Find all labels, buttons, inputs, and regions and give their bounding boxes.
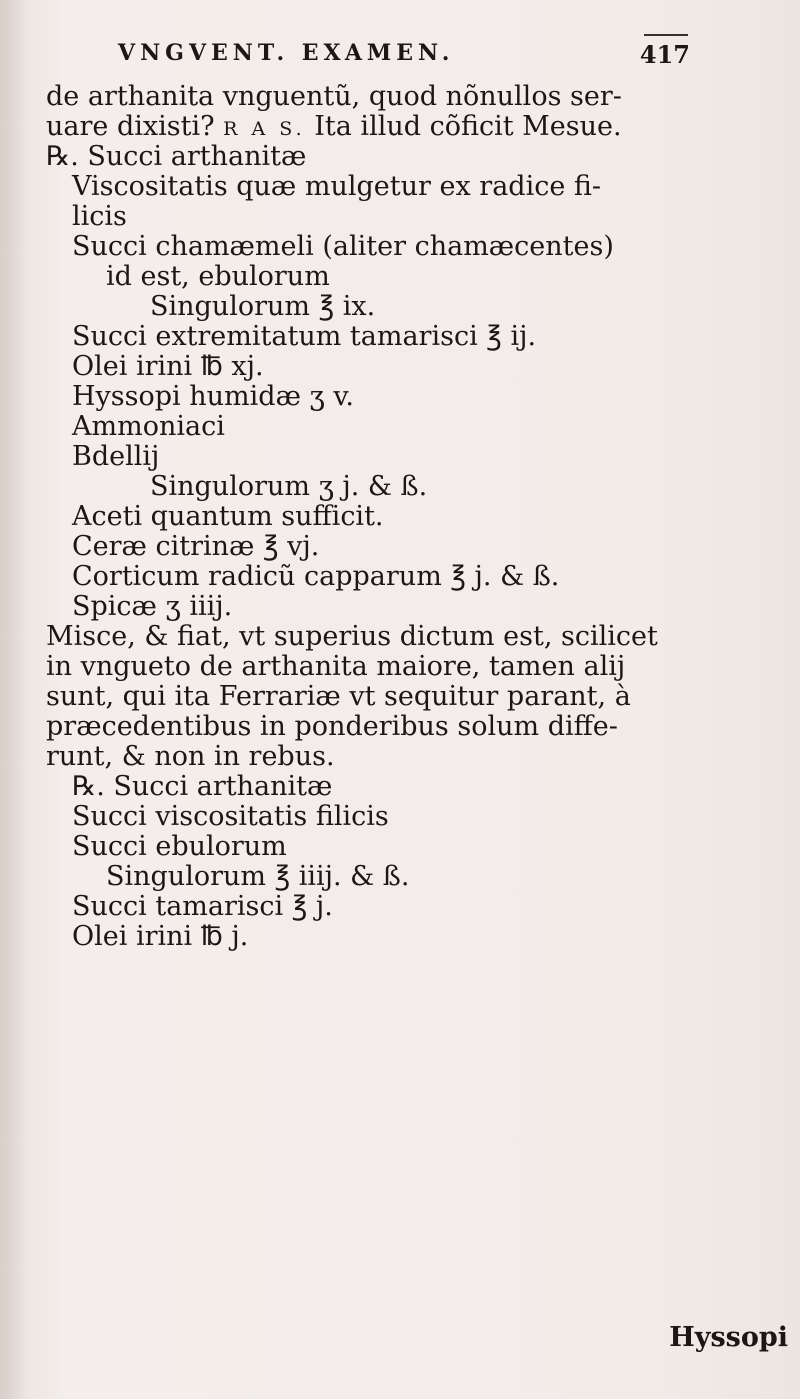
ingredient-line: Viscositatis quæ mulgetur ex radice fi-	[72, 171, 602, 202]
page-gutter-shadow	[0, 0, 28, 1399]
body-text	[46, 82, 786, 952]
ingredient-line: id est, ebulorum	[106, 261, 330, 292]
text-line: præcedentibus in ponderibus solum diffe-	[46, 711, 618, 742]
ingredient: Succi arthanitæ	[113, 771, 333, 802]
text-line: de arthanita vnguentũ, quod nõnullos ser-	[46, 81, 622, 112]
header-rule	[644, 34, 688, 36]
ingredient: Succi arthanitæ	[87, 141, 307, 172]
text-line-part: uare dixisti?	[46, 111, 215, 142]
ingredient-line: Succi viscositatis filicis	[72, 801, 389, 832]
text-line: in vngueto de arthanita maiore, tamen alij	[46, 651, 626, 682]
ingredient-line: Succi tamarisci ℥ j.	[72, 891, 333, 922]
recipe-line	[46, 142, 786, 172]
ingredient-line: Ammoniaci	[72, 411, 225, 442]
ingredient-line: Olei irini ℔ xj.	[72, 351, 264, 382]
quantity-line: Singulorum ℥ iiij. & ß.	[106, 861, 410, 892]
ingredient-line: licis	[72, 201, 127, 232]
text-line-part: Ita illud cõficit Mesue.	[314, 111, 622, 142]
recipe-mark: ℞.	[46, 141, 79, 172]
ingredient-line: Succi chamæmeli (aliter chamæcentes)	[72, 231, 614, 262]
quantity-line: Singulorum ℥ ix.	[150, 291, 376, 322]
running-title: VNGVENT. EXAMEN.	[118, 40, 455, 66]
catchword: Hyssopi	[669, 1322, 788, 1353]
page-header	[118, 40, 690, 80]
recipe-line	[46, 772, 786, 802]
ingredient-line: Succi ebulorum	[72, 831, 287, 862]
ingredient-line: Aceti quantum sufficit.	[72, 501, 384, 532]
ingredient-line: Hyssopi humidæ ʒ v.	[72, 381, 354, 412]
page-number: 417	[639, 40, 690, 69]
quantity-line: Singulorum ʒ j. & ß.	[150, 471, 428, 502]
ingredient-line: Olei irini ℔ j.	[72, 921, 249, 952]
ingredient-line: Spicæ ʒ iiij.	[72, 591, 233, 622]
ingredient-line: Succi extremitatum tamarisci ℥ ij.	[72, 321, 537, 352]
ingredient-line: Bdellij	[72, 441, 160, 472]
text-line	[46, 112, 786, 142]
text-line: Misce, & fiat, vt superius dictum est, scilicet	[46, 621, 658, 652]
text-line: sunt, qui ita Ferrariæ vt sequitur parant, à	[46, 681, 631, 712]
ingredient-line: Corticum radicũ capparum ℥ j. & ß.	[72, 561, 560, 592]
ingredient-line: Ceræ citrinæ ℥ vj.	[72, 531, 320, 562]
text-line: runt, & non in rebus.	[46, 741, 335, 772]
speaker-name: R A S.	[223, 118, 306, 140]
recipe-mark: ℞.	[72, 771, 105, 802]
